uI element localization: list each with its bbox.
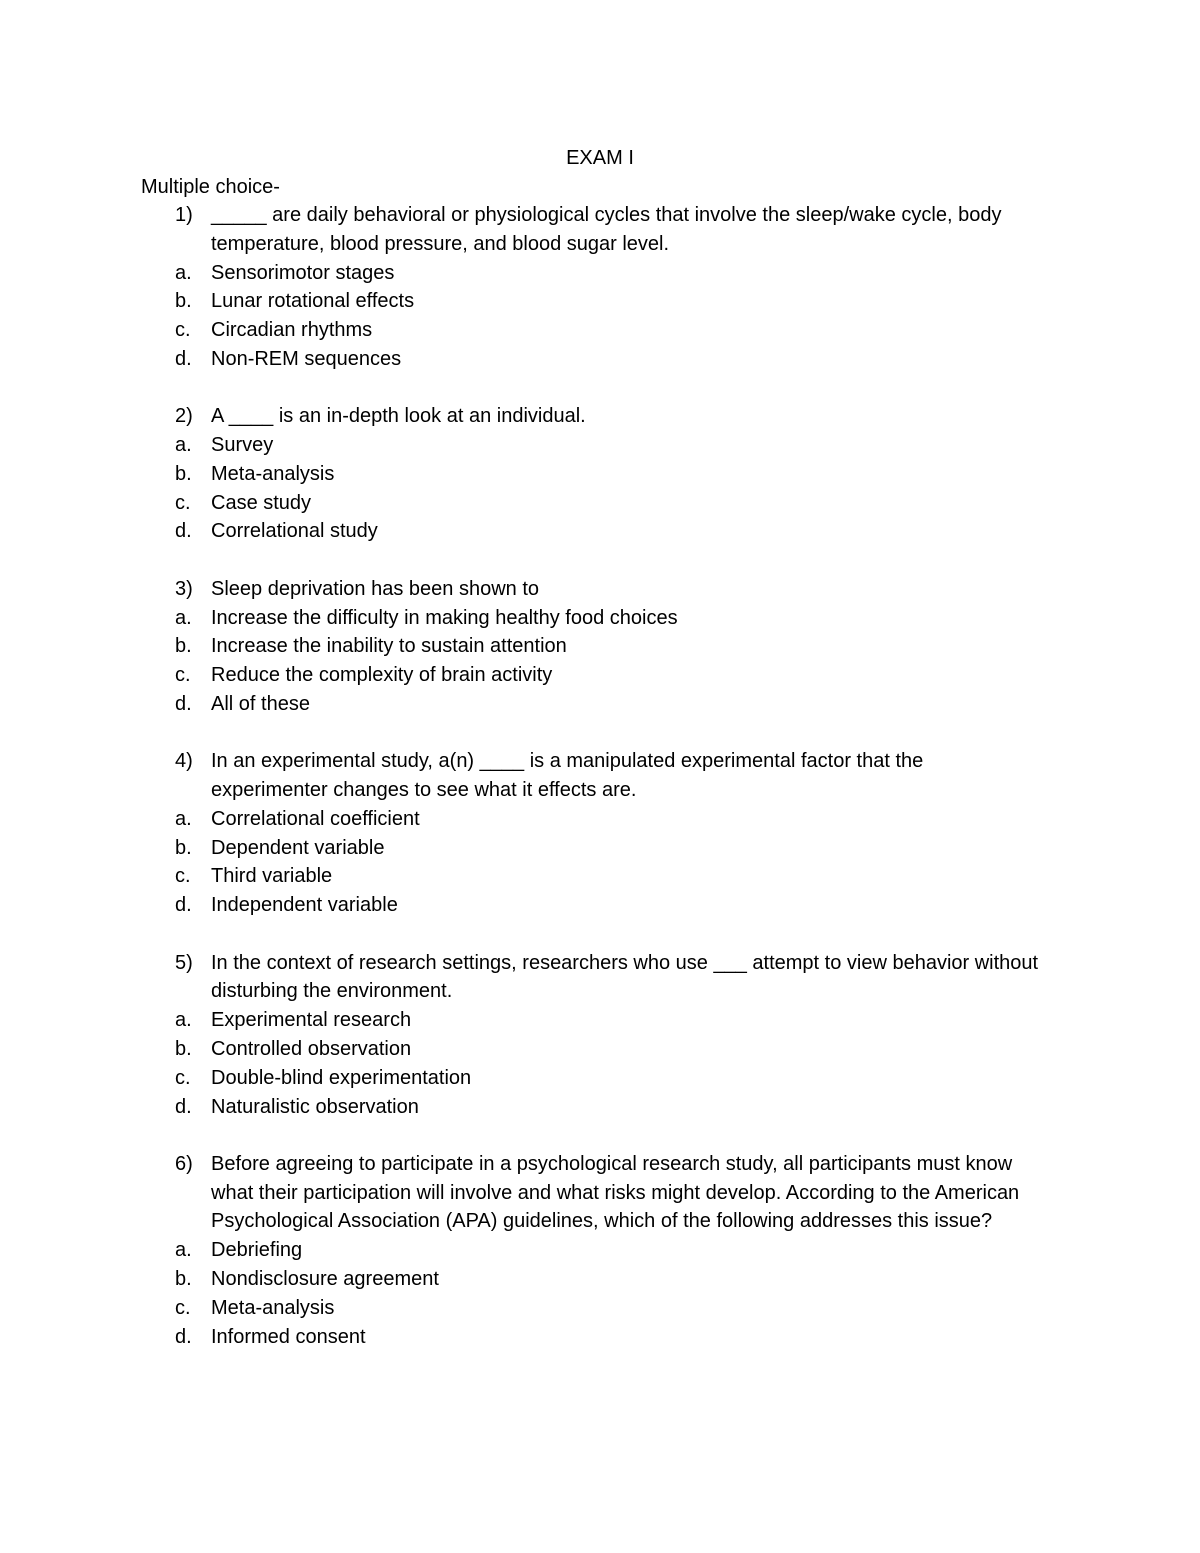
option-letter: d. bbox=[175, 894, 192, 917]
option-letter: c. bbox=[175, 865, 191, 888]
option-letter: c. bbox=[175, 319, 191, 342]
option-text: Controlled observation bbox=[211, 1037, 412, 1060]
question-stem bbox=[0, 949, 1041, 1007]
option-text: Debriefing bbox=[211, 1239, 303, 1262]
option-text: Independent variable bbox=[211, 894, 398, 917]
option-letter: d. bbox=[175, 692, 192, 715]
option-text: Experimental research bbox=[211, 1009, 412, 1032]
option-text: All of these bbox=[211, 692, 310, 715]
question-text: In an experimental study, a(n) ____ is a manipulated experimental factor that the experimenter changes to see what it effects are. bbox=[211, 750, 924, 802]
option-letter: d. bbox=[175, 1095, 192, 1118]
option-text: Dependent variable bbox=[211, 836, 385, 859]
answer-option bbox=[0, 604, 1041, 633]
answer-option bbox=[0, 1323, 1041, 1352]
option-letter: c. bbox=[175, 664, 191, 687]
option-letter: a. bbox=[175, 606, 192, 629]
question-1 bbox=[0, 201, 1200, 374]
answer-option bbox=[0, 259, 1041, 288]
answer-option bbox=[0, 805, 1041, 834]
question-text: Before agreeing to participate in a psychological research study, all participants must know what their participation will involve and what risks might develop. According to the American Psychological Association (APA) guidelines, which of the following addresses this issue? bbox=[211, 1152, 1020, 1233]
answer-option bbox=[0, 431, 1041, 460]
option-text: Reduce the complexity of brain activity bbox=[211, 664, 553, 687]
option-letter: b. bbox=[175, 462, 192, 485]
option-text: Survey bbox=[211, 434, 274, 457]
option-text: Third variable bbox=[211, 865, 333, 888]
answer-option bbox=[0, 489, 1041, 518]
option-text: Nondisclosure agreement bbox=[211, 1268, 439, 1290]
question-2 bbox=[0, 402, 1200, 546]
option-letter: b. bbox=[175, 290, 192, 313]
question-number: 5) bbox=[175, 951, 193, 974]
option-letter: b. bbox=[175, 635, 192, 658]
answer-option bbox=[0, 316, 1041, 345]
question-stem bbox=[0, 402, 1041, 431]
option-letter: a. bbox=[175, 1239, 192, 1262]
option-letter: a. bbox=[175, 807, 192, 830]
exam-title: EXAM I bbox=[566, 147, 634, 169]
question-number: 3) bbox=[175, 577, 193, 600]
question-number: 2) bbox=[175, 405, 193, 428]
option-text: Sensorimotor stages bbox=[211, 261, 395, 284]
question-stem bbox=[0, 1150, 1041, 1236]
answer-option bbox=[0, 1265, 1041, 1294]
answer-option bbox=[0, 690, 1041, 719]
answer-option bbox=[0, 1006, 1041, 1035]
option-text: Circadian rhythms bbox=[211, 319, 373, 342]
answer-option bbox=[0, 517, 1041, 546]
option-text: Naturalistic observation bbox=[211, 1095, 419, 1118]
option-text: Non-REM sequences bbox=[211, 347, 402, 370]
question-stem bbox=[0, 575, 1041, 604]
option-letter: d. bbox=[175, 520, 192, 543]
question-6 bbox=[0, 1150, 1200, 1352]
answer-option bbox=[0, 862, 1041, 891]
question-4 bbox=[0, 747, 1200, 920]
option-letter: c. bbox=[175, 491, 191, 514]
option-text: Double-blind experimentation bbox=[211, 1066, 472, 1089]
answer-option bbox=[0, 460, 1041, 489]
option-text: Meta-analysis bbox=[211, 1296, 335, 1319]
answer-option bbox=[0, 1064, 1041, 1093]
option-letter: c. bbox=[175, 1296, 191, 1319]
option-letter: d. bbox=[175, 1325, 192, 1348]
question-3 bbox=[0, 575, 1200, 719]
answer-option bbox=[0, 632, 1041, 661]
question-stem bbox=[0, 747, 1041, 805]
option-letter: c. bbox=[175, 1066, 191, 1089]
option-text: Correlational study bbox=[211, 520, 378, 543]
section-label: Multiple choice- bbox=[141, 176, 280, 198]
option-letter: a. bbox=[175, 1009, 192, 1032]
question-list bbox=[0, 201, 1200, 1380]
answer-option bbox=[0, 661, 1041, 690]
question-number: 4) bbox=[175, 750, 193, 773]
question-number: 6) bbox=[175, 1152, 193, 1175]
answer-option bbox=[0, 834, 1041, 863]
question-stem bbox=[0, 201, 1041, 259]
answer-option bbox=[0, 1294, 1041, 1323]
answer-option bbox=[0, 891, 1041, 920]
answer-option bbox=[0, 1236, 1041, 1265]
option-letter: d. bbox=[175, 347, 192, 370]
option-letter: b. bbox=[175, 1037, 192, 1060]
question-text: In the context of research settings, researchers who use ___ attempt to view behavior without disturbing the environment. bbox=[211, 951, 1039, 1003]
option-text: Increase the inability to sustain attention bbox=[211, 635, 567, 658]
answer-option bbox=[0, 1093, 1041, 1122]
option-text: Lunar rotational effects bbox=[211, 290, 415, 313]
option-text: Meta-analysis bbox=[211, 462, 335, 485]
question-5 bbox=[0, 949, 1200, 1122]
answer-option bbox=[0, 345, 1041, 374]
option-text: Informed consent bbox=[211, 1325, 366, 1348]
question-number: 1) bbox=[175, 204, 193, 226]
option-text: Case study bbox=[211, 491, 312, 514]
option-letter: b. bbox=[175, 1268, 192, 1290]
option-text: Correlational coefficient bbox=[211, 807, 420, 830]
question-text: A ____ is an in-depth look at an individual. bbox=[211, 405, 586, 428]
question-text: _____ are daily behavioral or physiological cycles that involve the sleep/wake cycle, body temperature, blood pressure, and blood sugar level. bbox=[211, 204, 1002, 255]
option-letter: b. bbox=[175, 836, 192, 859]
answer-option bbox=[0, 287, 1041, 316]
question-text: Sleep deprivation has been shown to bbox=[211, 577, 540, 600]
option-letter: a. bbox=[175, 261, 192, 284]
option-text: Increase the difficulty in making healthy food choices bbox=[211, 606, 678, 629]
answer-option bbox=[0, 1035, 1041, 1064]
option-letter: a. bbox=[175, 434, 192, 457]
